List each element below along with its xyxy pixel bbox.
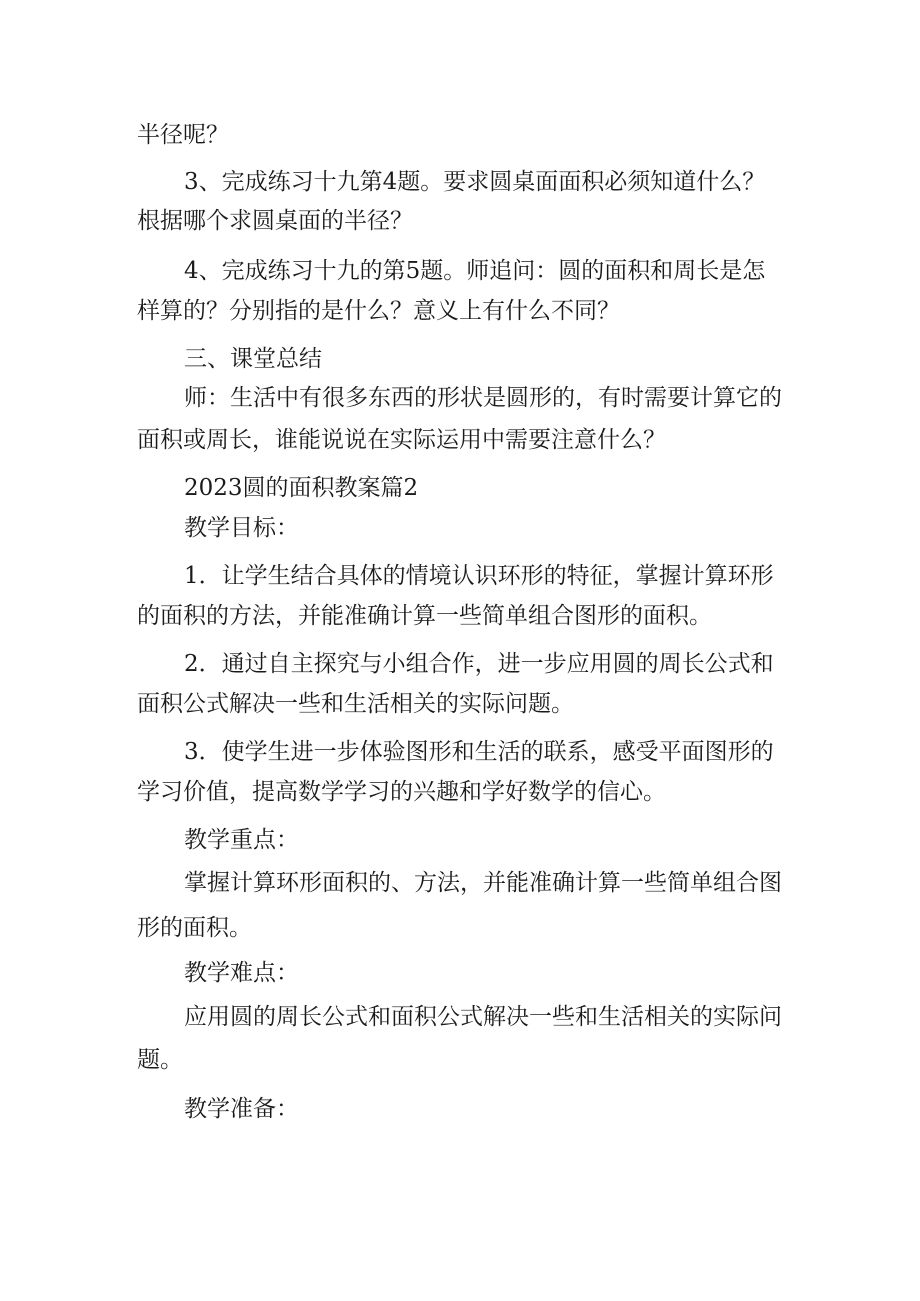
text-line-teacher: 师：生活中有很多东西的形状是圆形的，有时需要计算它的 (184, 385, 782, 411)
heading-key-points: 教学重点： (184, 827, 299, 853)
text-line-goal-1: 1．让学生结合具体的情境认识环形的特征，掌握计算环形 (184, 563, 774, 589)
text-line-difficulties: 应用圆的周长公式和面积公式解决一些和生活相关的实际问 (184, 1004, 782, 1030)
text-line-teacher-cont: 面积或周长，谁能说说在实际运用中需要注意什么？ (137, 427, 666, 453)
heading-difficulties: 教学难点： (184, 960, 299, 986)
section-heading-summary: 三、课堂总结 (184, 346, 322, 372)
text-line-goal-2-cont: 面积公式解决一些和生活相关的实际问题。 (137, 691, 574, 717)
text-line-exercise-4-cont: 样算的？分别指的是什么？意义上有什么不同？ (137, 298, 620, 324)
text-line-radius-question: 半径呢？ (137, 122, 229, 148)
text-line-exercise-3: 3、完成练习十九第4题。要求圆桌面面积必须知道什么？ (184, 169, 766, 195)
text-line-goal-1-cont: 的面积的方法，并能准确计算一些简单组合图形的面积。 (137, 603, 712, 629)
text-line-key-points-cont: 形的面积。 (137, 915, 252, 941)
text-line-exercise-3-cont: 根据哪个求圆桌面的半径？ (137, 208, 413, 234)
text-line-goal-3-cont: 学习价值，提高数学学习的兴趣和学好数学的信心。 (137, 779, 666, 805)
text-line-key-points: 掌握计算环形面积的、方法，并能准确计算一些简单组合图 (184, 870, 782, 896)
heading-preparation: 教学准备： (184, 1096, 299, 1122)
heading-teaching-goals: 教学目标： (184, 515, 299, 541)
text-line-difficulties-cont: 题。 (137, 1047, 183, 1073)
text-line-exercise-4: 4、完成练习十九的第5题。师追问：圆的面积和周长是怎 (184, 258, 766, 284)
text-line-goal-2: 2．通过自主探究与小组合作，进一步应用圆的周长公式和 (184, 651, 774, 677)
article-heading-part-2: 2023圆的面积教案篇2 (184, 475, 419, 501)
text-line-goal-3: 3．使学生进一步体验图形和生活的联系，感受平面图形的 (184, 739, 774, 765)
